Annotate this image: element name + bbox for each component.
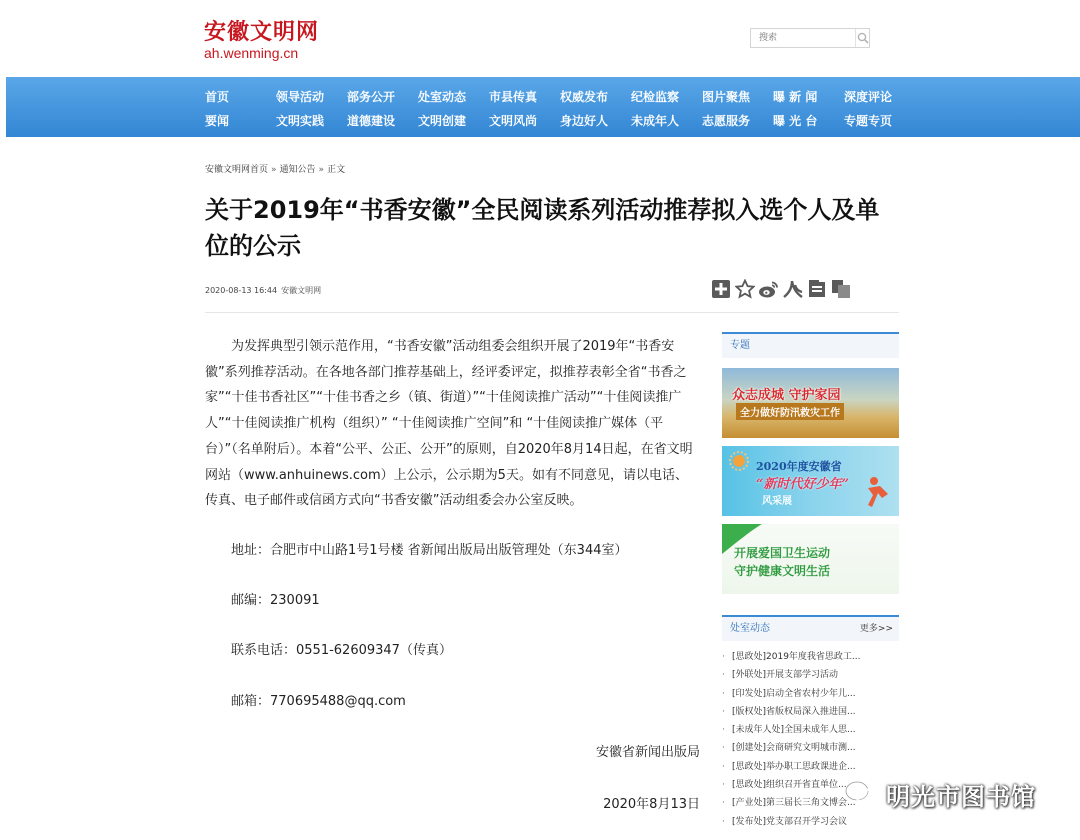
breadcrumb-notices[interactable]: 通知公告	[279, 165, 316, 175]
office-news-box	[722, 615, 899, 641]
list-item[interactable]: · [创建处]会商研究文明城市测...	[722, 739, 899, 757]
nav-item-city-county[interactable]: 市县传真	[489, 90, 538, 104]
breadcrumb-home[interactable]: 安徽文明网首页	[205, 165, 269, 175]
breadcrumb-current: 正文	[327, 165, 346, 175]
logo-chinese: 安徽文明网	[204, 19, 320, 45]
nav-item-special-topics[interactable]: 专题专页	[844, 114, 893, 128]
banner-line1: 开展爱国卫生运动	[734, 546, 831, 560]
watermark	[844, 774, 1036, 814]
nav-item-photos[interactable]: 图片聚焦	[702, 90, 751, 104]
nav-item-civility-style[interactable]: 文明风尚	[489, 114, 538, 128]
banner-patriotic-health[interactable]	[722, 524, 899, 594]
office-news-header	[722, 615, 899, 641]
nav-row-2	[205, 111, 915, 131]
nav-item-good-people[interactable]: 身边好人	[560, 114, 609, 128]
article-meta	[205, 285, 321, 296]
site-header	[0, 0, 1080, 77]
article-paragraph: 为发挥典型引领示范作用，“书香安徽”活动组委会组织开展了2019年“书香安徽”系列推荐活动。在各地各部门推荐基础上，经评委评定，拟推荐表彰全省“书香之家”“十佳书香社区”“十佳书香之乡（镇、街道）”“十佳阅读推广活动”“十佳阅读推广人”“十佳阅读推广机构（组织）” “十佳阅读推广空间”和 “十佳阅读推广媒体（平台）”（名单附后）。本着“公平、公正、公开”的原则，自2020年8月14日起，在省文明网站（www.anhuinews.com）上公示，公示期为5天。如有不同意见，请以电话、传真、电子邮件或信函方式向“书香安徽”活动组委会办公室反映。	[205, 339, 693, 509]
logo-domain: ah.wenming.cn	[204, 45, 299, 61]
article-body	[205, 334, 700, 812]
banner-line2: 守护健康文明生活	[734, 564, 831, 578]
nav-item-official-release[interactable]: 权威发布	[560, 90, 609, 104]
nav-item-office-news[interactable]: 处室动态	[418, 90, 467, 104]
sun-icon	[728, 450, 750, 472]
list-item[interactable]: · [思政处]2019年度我省思政工...	[722, 648, 899, 666]
banner-line2: 全力做好防汛救灾工作	[736, 403, 844, 420]
office-news-title: 处室动态	[730, 623, 770, 634]
list-item[interactable]: · [版权处]省版权局深入推进国...	[722, 703, 899, 721]
plus-icon[interactable]	[710, 278, 732, 300]
main-nav	[6, 77, 1080, 137]
nav-item-exposure-desk[interactable]: 曝 光 台	[773, 114, 818, 128]
copy-icon[interactable]	[830, 278, 852, 300]
nav-item-leadership[interactable]: 领导活动	[276, 90, 325, 104]
breadcrumb-separator: »	[318, 165, 325, 175]
tqq-icon[interactable]	[806, 278, 828, 300]
banner-good-youth[interactable]	[722, 446, 899, 516]
nav-item-home[interactable]: 首页	[205, 90, 230, 104]
magnifier-icon	[857, 32, 869, 44]
list-item[interactable]: · [思政处]举办职工思政课进企...	[722, 758, 899, 776]
article-title: 关于2019年“书香安徽”全民阅读系列活动推荐拟入选个人及单位的公示	[205, 196, 880, 260]
list-item[interactable]: · [未成年人处]全国未成年人思...	[722, 721, 899, 739]
article-date: 2020-08-13 16:44	[205, 286, 278, 295]
contact-email: 邮箱：770695488@qq.com	[231, 694, 406, 709]
nav-item-civility-practice[interactable]: 文明实践	[276, 114, 325, 128]
nav-row-1	[205, 87, 915, 107]
breadcrumb	[205, 162, 345, 175]
special-topics-box	[722, 332, 899, 358]
list-item[interactable]: · [思政处]组织召开省直单位...	[722, 776, 899, 794]
children-figures-icon	[862, 474, 896, 514]
nav-item-dept-affairs[interactable]: 部务公开	[347, 90, 396, 104]
search-input[interactable]	[751, 30, 855, 46]
banner-line2: “新时代好少年”	[756, 477, 849, 492]
nav-item-discipline[interactable]: 纪检监察	[631, 90, 680, 104]
weibo-icon[interactable]	[758, 278, 780, 300]
watermark-text: 明光市图书馆	[886, 782, 1036, 811]
banner-line3: 风采展	[762, 496, 792, 507]
search-button[interactable]	[855, 29, 869, 47]
article-source: 安徽文明网	[281, 286, 322, 295]
nav-item-exposure-news[interactable]: 曝 新 闻	[773, 90, 818, 104]
list-item[interactable]: · [印发处]启动全省农村少年儿...	[722, 685, 899, 703]
special-topics-header: 专题	[722, 332, 899, 358]
nav-item-volunteer[interactable]: 志愿服务	[702, 114, 751, 128]
nav-item-civility-creation[interactable]: 文明创建	[418, 114, 467, 128]
list-item[interactable]: · [外联处]开展支部学习活动	[722, 666, 899, 684]
contact-postcode: 邮编：230091	[231, 593, 320, 608]
list-item[interactable]: · [发布处]党支部召开学习会议	[722, 813, 899, 831]
contact-phone: 联系电话：0551-62609347（传真）	[231, 643, 452, 658]
signature-date: 2020年8月13日	[603, 797, 700, 812]
banner-line1: 2020年度安徽省	[756, 460, 842, 473]
breadcrumb-separator: »	[271, 165, 277, 175]
signature-org: 安徽省新闻出版局	[595, 745, 700, 760]
divider	[205, 312, 899, 313]
banner-line1: 众志成城 守护家园	[732, 388, 841, 403]
banner-flood-relief[interactable]	[722, 368, 899, 438]
more-link[interactable]: 更多>>	[859, 624, 893, 634]
nav-item-morality[interactable]: 道德建设	[347, 114, 396, 128]
search-box	[750, 28, 870, 48]
wechat-icon	[844, 779, 878, 809]
nav-item-minors[interactable]: 未成年人	[631, 114, 680, 128]
share-bar	[710, 278, 852, 300]
contact-address: 地址：合肥市中山路1号1号楼 省新闻出版局出版管理处（东344室）	[231, 543, 628, 558]
site-logo[interactable]	[204, 20, 319, 61]
star-icon[interactable]	[734, 278, 756, 300]
list-item[interactable]: · [产业处]第三届长三角文博会...	[722, 794, 899, 812]
nav-item-commentary[interactable]: 深度评论	[844, 90, 893, 104]
nav-item-headlines[interactable]: 要闻	[205, 114, 230, 128]
renren-icon[interactable]	[782, 278, 804, 300]
